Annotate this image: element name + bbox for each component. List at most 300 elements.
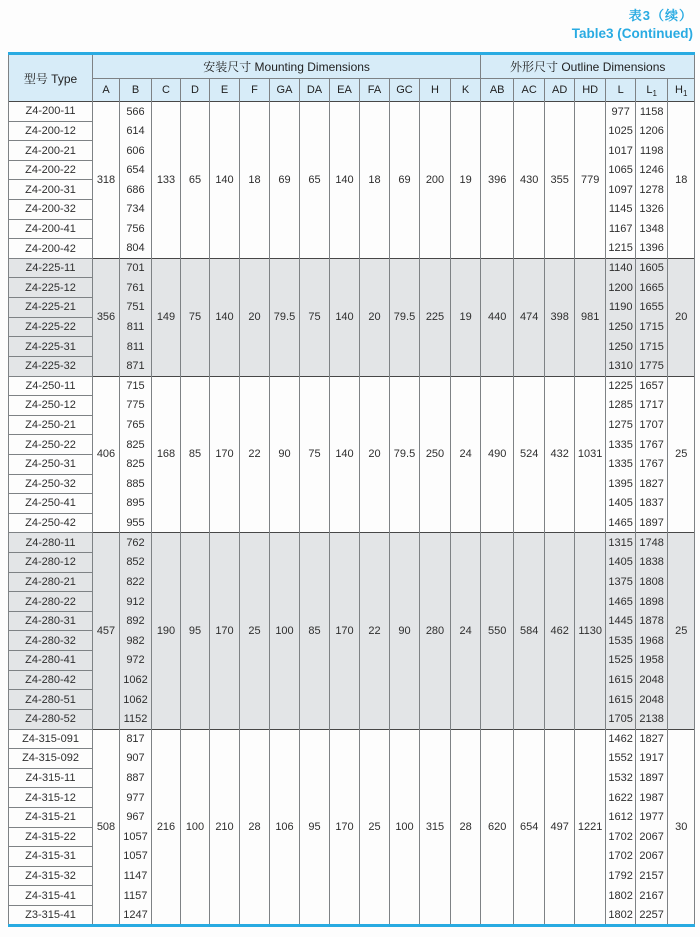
cell-L: 1535 bbox=[606, 631, 636, 651]
table-row bbox=[9, 376, 695, 396]
cell-B: 1062 bbox=[120, 670, 152, 690]
cell-H1: 25 bbox=[668, 533, 695, 729]
type-cell: Z4-315-11 bbox=[9, 768, 93, 788]
cell-DA: 85 bbox=[300, 533, 330, 729]
cell-K: 24 bbox=[451, 533, 481, 729]
type-cell: Z4-225-32 bbox=[9, 356, 93, 376]
type-cell: Z4-280-52 bbox=[9, 709, 93, 729]
cell-L: 1465 bbox=[606, 513, 636, 533]
cell-B: 852 bbox=[120, 553, 152, 573]
col-header-label: D bbox=[191, 84, 199, 96]
cell-L: 1622 bbox=[606, 788, 636, 808]
cell-AC: 430 bbox=[514, 102, 545, 259]
cell-B: 912 bbox=[120, 592, 152, 612]
cell-HD: 1130 bbox=[575, 533, 606, 729]
cell-L: 1705 bbox=[606, 709, 636, 729]
type-cell: Z4-250-31 bbox=[9, 454, 93, 474]
cell-B: 1062 bbox=[120, 690, 152, 710]
col-header-label: K bbox=[461, 84, 470, 96]
cell-L: 1525 bbox=[606, 651, 636, 671]
type-cell: Z4-200-42 bbox=[9, 239, 93, 259]
cell-L: 1335 bbox=[606, 435, 636, 455]
cell-H: 315 bbox=[420, 729, 451, 925]
cell-L1: 1396 bbox=[636, 239, 668, 259]
cell-B: 977 bbox=[120, 788, 152, 808]
dimension-table bbox=[8, 52, 695, 927]
cell-L: 1335 bbox=[606, 454, 636, 474]
cell-L1: 1158 bbox=[636, 102, 668, 122]
group-Z4-200 bbox=[9, 102, 695, 259]
cell-L: 1552 bbox=[606, 749, 636, 769]
col-header-label: L bbox=[646, 84, 653, 96]
type-cell: Z4-280-51 bbox=[9, 690, 93, 710]
type-cell: Z4-250-11 bbox=[9, 376, 93, 396]
table-row bbox=[9, 729, 695, 749]
type-cell: Z4-225-21 bbox=[9, 298, 93, 318]
cell-AC: 474 bbox=[514, 258, 545, 376]
cell-B: 1147 bbox=[120, 866, 152, 886]
cell-GC: 69 bbox=[390, 102, 420, 259]
cell-B: 751 bbox=[120, 298, 152, 318]
col-header-L bbox=[606, 79, 636, 102]
col-header-label: GC bbox=[396, 84, 413, 96]
col-header-subscript: 1 bbox=[652, 89, 657, 99]
cell-L: 1250 bbox=[606, 337, 636, 357]
cell-B: 1152 bbox=[120, 709, 152, 729]
cell-HD: 1031 bbox=[575, 376, 606, 533]
cell-AC: 654 bbox=[514, 729, 545, 925]
col-header-label: DA bbox=[306, 84, 323, 96]
cell-L: 1140 bbox=[606, 258, 636, 278]
col-header-AD bbox=[545, 79, 575, 102]
cell-B: 825 bbox=[120, 454, 152, 474]
cell-GA: 90 bbox=[270, 376, 300, 533]
cell-AC: 524 bbox=[514, 376, 545, 533]
col-header-label: EA bbox=[337, 84, 352, 96]
cell-EA: 140 bbox=[330, 102, 360, 259]
table-row bbox=[9, 533, 695, 553]
cell-B: 765 bbox=[120, 415, 152, 435]
cell-DA: 75 bbox=[300, 376, 330, 533]
cell-L: 1025 bbox=[606, 121, 636, 141]
cell-B: 811 bbox=[120, 317, 152, 337]
cell-B: 825 bbox=[120, 435, 152, 455]
cell-A: 356 bbox=[93, 258, 120, 376]
cell-DA: 65 bbox=[300, 102, 330, 259]
cell-L: 1275 bbox=[606, 415, 636, 435]
cell-DA: 75 bbox=[300, 258, 330, 376]
cell-B: 1057 bbox=[120, 827, 152, 847]
cell-L: 1612 bbox=[606, 807, 636, 827]
cell-L: 1167 bbox=[606, 219, 636, 239]
cell-H1: 18 bbox=[668, 102, 695, 259]
cell-A: 406 bbox=[93, 376, 120, 533]
group-Z4-225 bbox=[9, 258, 695, 376]
cell-L1: 1827 bbox=[636, 474, 668, 494]
cell-EA: 170 bbox=[330, 729, 360, 925]
cell-L: 1802 bbox=[606, 886, 636, 906]
col-header-D bbox=[181, 79, 210, 102]
cell-L: 1792 bbox=[606, 866, 636, 886]
cell-GC: 90 bbox=[390, 533, 420, 729]
cell-L1: 1605 bbox=[636, 258, 668, 278]
type-cell: Z4-280-42 bbox=[9, 670, 93, 690]
cell-HD: 779 bbox=[575, 102, 606, 259]
col-header-EA bbox=[330, 79, 360, 102]
cell-E: 140 bbox=[210, 102, 240, 259]
type-cell: Z4-200-31 bbox=[9, 180, 93, 200]
cell-A: 318 bbox=[93, 102, 120, 259]
cell-L1: 1878 bbox=[636, 611, 668, 631]
cell-GC: 79.5 bbox=[390, 376, 420, 533]
cell-L1: 2048 bbox=[636, 670, 668, 690]
cell-K: 19 bbox=[451, 258, 481, 376]
cell-B: 982 bbox=[120, 631, 152, 651]
type-cell: Z4-250-21 bbox=[9, 415, 93, 435]
cell-L1: 1827 bbox=[636, 729, 668, 749]
cell-H: 250 bbox=[420, 376, 451, 533]
type-cell: Z4-315-31 bbox=[9, 847, 93, 867]
cell-GC: 79.5 bbox=[390, 258, 420, 376]
col-header-label: H bbox=[431, 84, 439, 96]
cell-B: 1247 bbox=[120, 905, 152, 925]
cell-H1: 20 bbox=[668, 258, 695, 376]
cell-H: 200 bbox=[420, 102, 451, 259]
cell-B: 734 bbox=[120, 200, 152, 220]
type-cell: Z4-280-12 bbox=[9, 553, 93, 573]
col-header-label: L bbox=[617, 84, 624, 96]
cell-B: 907 bbox=[120, 749, 152, 769]
cell-L1: 2048 bbox=[636, 690, 668, 710]
cell-L: 1532 bbox=[606, 768, 636, 788]
type-cell: Z4-225-31 bbox=[9, 337, 93, 357]
type-cell: Z4-280-11 bbox=[9, 533, 93, 553]
cell-D: 75 bbox=[181, 258, 210, 376]
cell-L1: 1246 bbox=[636, 160, 668, 180]
cell-L: 1097 bbox=[606, 180, 636, 200]
cell-C: 168 bbox=[152, 376, 181, 533]
cell-AB: 550 bbox=[481, 533, 514, 729]
cell-C: 216 bbox=[152, 729, 181, 925]
type-cell: Z4-315-092 bbox=[9, 749, 93, 769]
col-header-AC bbox=[514, 79, 545, 102]
cell-L1: 1968 bbox=[636, 631, 668, 651]
cell-L1: 2167 bbox=[636, 886, 668, 906]
col-header-label: AB bbox=[489, 84, 505, 96]
table-title-en: Table3 (Continued) bbox=[571, 26, 693, 42]
cell-L1: 1748 bbox=[636, 533, 668, 553]
cell-L: 1405 bbox=[606, 553, 636, 573]
cell-B: 822 bbox=[120, 572, 152, 592]
cell-L1: 1775 bbox=[636, 356, 668, 376]
col-header-K bbox=[451, 79, 481, 102]
cell-E: 210 bbox=[210, 729, 240, 925]
cell-AC: 584 bbox=[514, 533, 545, 729]
cell-L1: 1898 bbox=[636, 592, 668, 612]
col-header-C bbox=[152, 79, 181, 102]
cell-L1: 1198 bbox=[636, 141, 668, 161]
type-cell: Z4-280-32 bbox=[9, 631, 93, 651]
cell-L1: 1657 bbox=[636, 376, 668, 396]
cell-B: 606 bbox=[120, 141, 152, 161]
cell-F: 22 bbox=[240, 376, 270, 533]
type-cell: Z3-315-41 bbox=[9, 905, 93, 925]
cell-L1: 1837 bbox=[636, 494, 668, 514]
cell-EA: 170 bbox=[330, 533, 360, 729]
cell-B: 686 bbox=[120, 180, 152, 200]
cell-GA: 106 bbox=[270, 729, 300, 925]
cell-L: 1445 bbox=[606, 611, 636, 631]
cell-B: 871 bbox=[120, 356, 152, 376]
col-header-E bbox=[210, 79, 240, 102]
cell-L: 1017 bbox=[606, 141, 636, 161]
cell-L: 1615 bbox=[606, 670, 636, 690]
col-header-label: C bbox=[162, 84, 170, 96]
cell-D: 95 bbox=[181, 533, 210, 729]
cell-AD: 497 bbox=[545, 729, 575, 925]
cell-DA: 95 bbox=[300, 729, 330, 925]
cell-L: 1615 bbox=[606, 690, 636, 710]
col-header-label: GA bbox=[276, 84, 293, 96]
type-cell: Z4-200-12 bbox=[9, 121, 93, 141]
cell-H: 225 bbox=[420, 258, 451, 376]
cell-B: 762 bbox=[120, 533, 152, 553]
cell-AD: 462 bbox=[545, 533, 575, 729]
group-Z4-280 bbox=[9, 533, 695, 729]
cell-B: 701 bbox=[120, 258, 152, 278]
cell-B: 1057 bbox=[120, 847, 152, 867]
cell-L1: 2067 bbox=[636, 847, 668, 867]
cell-L1: 2157 bbox=[636, 866, 668, 886]
cell-K: 28 bbox=[451, 729, 481, 925]
col-header-F bbox=[240, 79, 270, 102]
cell-E: 140 bbox=[210, 258, 240, 376]
type-cell: Z4-280-31 bbox=[9, 611, 93, 631]
col-header-label: FA bbox=[367, 84, 382, 96]
col-header-AB bbox=[481, 79, 514, 102]
type-cell: Z4-225-12 bbox=[9, 278, 93, 298]
col-header-FA bbox=[360, 79, 390, 102]
cell-L: 1802 bbox=[606, 905, 636, 925]
cell-B: 895 bbox=[120, 494, 152, 514]
type-cell: Z4-200-32 bbox=[9, 200, 93, 220]
type-cell: Z4-280-41 bbox=[9, 651, 93, 671]
cell-B: 972 bbox=[120, 651, 152, 671]
cell-L1: 1958 bbox=[636, 651, 668, 671]
cell-L1: 1977 bbox=[636, 807, 668, 827]
cell-AB: 396 bbox=[481, 102, 514, 259]
cell-L: 1190 bbox=[606, 298, 636, 318]
cell-F: 20 bbox=[240, 258, 270, 376]
cell-B: 775 bbox=[120, 396, 152, 416]
cell-HD: 981 bbox=[575, 258, 606, 376]
cell-L1: 1715 bbox=[636, 317, 668, 337]
cell-L: 1395 bbox=[606, 474, 636, 494]
col-header-A bbox=[93, 79, 120, 102]
cell-FA: 18 bbox=[360, 102, 390, 259]
page-title bbox=[572, 7, 693, 44]
col-header-label: E bbox=[220, 84, 229, 96]
section-header-row bbox=[9, 54, 695, 79]
cell-HD: 1221 bbox=[575, 729, 606, 925]
cell-AD: 398 bbox=[545, 258, 575, 376]
cell-B: 967 bbox=[120, 807, 152, 827]
cell-AD: 355 bbox=[545, 102, 575, 259]
table-row bbox=[9, 102, 695, 122]
col-header-label: AD bbox=[552, 84, 568, 96]
cell-D: 100 bbox=[181, 729, 210, 925]
cell-L1: 1707 bbox=[636, 415, 668, 435]
cell-K: 19 bbox=[451, 102, 481, 259]
cell-B: 566 bbox=[120, 102, 152, 122]
cell-L1: 1717 bbox=[636, 396, 668, 416]
cell-B: 804 bbox=[120, 239, 152, 259]
cell-L: 1462 bbox=[606, 729, 636, 749]
type-cell: Z4-200-21 bbox=[9, 141, 93, 161]
cell-C: 149 bbox=[152, 258, 181, 376]
col-header-HD bbox=[575, 79, 606, 102]
cell-L1: 1917 bbox=[636, 749, 668, 769]
type-column-header: 型号 Type bbox=[9, 54, 93, 102]
cell-L: 1225 bbox=[606, 376, 636, 396]
cell-L: 1145 bbox=[606, 200, 636, 220]
cell-B: 892 bbox=[120, 611, 152, 631]
col-header-DA bbox=[300, 79, 330, 102]
cell-B: 885 bbox=[120, 474, 152, 494]
col-header-label: AC bbox=[521, 84, 537, 96]
outline-dimensions-header: 外形尺寸 Outline Dimensions bbox=[481, 54, 695, 79]
type-cell: Z4-250-22 bbox=[9, 435, 93, 455]
cell-H1: 25 bbox=[668, 376, 695, 533]
cell-L: 1310 bbox=[606, 356, 636, 376]
type-cell: Z4-280-21 bbox=[9, 572, 93, 592]
cell-B: 715 bbox=[120, 376, 152, 396]
cell-L1: 1987 bbox=[636, 788, 668, 808]
type-cell: Z4-280-22 bbox=[9, 592, 93, 612]
cell-C: 190 bbox=[152, 533, 181, 729]
cell-GC: 100 bbox=[390, 729, 420, 925]
mounting-dimensions-header: 安装尺寸 Mounting Dimensions bbox=[93, 54, 481, 79]
cell-L1: 1767 bbox=[636, 454, 668, 474]
cell-B: 811 bbox=[120, 337, 152, 357]
type-cell: Z4-200-11 bbox=[9, 102, 93, 122]
cell-L: 1375 bbox=[606, 572, 636, 592]
cell-L1: 1808 bbox=[636, 572, 668, 592]
col-header-label: H bbox=[675, 84, 683, 96]
cell-B: 654 bbox=[120, 160, 152, 180]
cell-D: 85 bbox=[181, 376, 210, 533]
cell-E: 170 bbox=[210, 533, 240, 729]
type-cell: Z4-315-21 bbox=[9, 807, 93, 827]
cell-L: 1285 bbox=[606, 396, 636, 416]
column-letters-row bbox=[9, 79, 695, 102]
type-cell: Z4-200-22 bbox=[9, 160, 93, 180]
cell-L1: 1897 bbox=[636, 768, 668, 788]
cell-D: 65 bbox=[181, 102, 210, 259]
cell-FA: 20 bbox=[360, 258, 390, 376]
col-header-B bbox=[120, 79, 152, 102]
type-cell: Z4-315-091 bbox=[9, 729, 93, 749]
cell-L1: 1665 bbox=[636, 278, 668, 298]
cell-L: 1315 bbox=[606, 533, 636, 553]
cell-L: 1215 bbox=[606, 239, 636, 259]
cell-L1: 2138 bbox=[636, 709, 668, 729]
type-cell: Z4-250-12 bbox=[9, 396, 93, 416]
cell-L: 1702 bbox=[606, 847, 636, 867]
cell-AB: 440 bbox=[481, 258, 514, 376]
cell-FA: 25 bbox=[360, 729, 390, 925]
cell-AD: 432 bbox=[545, 376, 575, 533]
col-header-label: A bbox=[102, 84, 110, 96]
cell-L: 1702 bbox=[606, 827, 636, 847]
cell-L: 1465 bbox=[606, 592, 636, 612]
cell-B: 761 bbox=[120, 278, 152, 298]
table-row bbox=[9, 258, 695, 278]
col-header-label: F bbox=[251, 84, 258, 96]
cell-H: 280 bbox=[420, 533, 451, 729]
cell-A: 457 bbox=[93, 533, 120, 729]
group-Z4-315 bbox=[9, 729, 695, 925]
cell-L: 1065 bbox=[606, 160, 636, 180]
cell-L: 1405 bbox=[606, 494, 636, 514]
cell-L1: 1767 bbox=[636, 435, 668, 455]
cell-B: 955 bbox=[120, 513, 152, 533]
cell-C: 133 bbox=[152, 102, 181, 259]
type-cell: Z4-315-41 bbox=[9, 886, 93, 906]
cell-B: 614 bbox=[120, 121, 152, 141]
cell-L1: 1206 bbox=[636, 121, 668, 141]
cell-AB: 620 bbox=[481, 729, 514, 925]
cell-FA: 22 bbox=[360, 533, 390, 729]
cell-L1: 1348 bbox=[636, 219, 668, 239]
cell-EA: 140 bbox=[330, 258, 360, 376]
cell-L: 977 bbox=[606, 102, 636, 122]
cell-GA: 100 bbox=[270, 533, 300, 729]
type-cell: Z4-315-32 bbox=[9, 866, 93, 886]
cell-GA: 79.5 bbox=[270, 258, 300, 376]
cell-L: 1200 bbox=[606, 278, 636, 298]
col-header-label: B bbox=[131, 84, 140, 96]
cell-B: 817 bbox=[120, 729, 152, 749]
type-cell: Z4-315-12 bbox=[9, 788, 93, 808]
cell-L: 1250 bbox=[606, 317, 636, 337]
col-header-GA bbox=[270, 79, 300, 102]
cell-L1: 1715 bbox=[636, 337, 668, 357]
cell-H1: 30 bbox=[668, 729, 695, 925]
col-header-GC bbox=[390, 79, 420, 102]
cell-F: 18 bbox=[240, 102, 270, 259]
cell-F: 25 bbox=[240, 533, 270, 729]
cell-E: 170 bbox=[210, 376, 240, 533]
cell-GA: 69 bbox=[270, 102, 300, 259]
group-Z4-250 bbox=[9, 376, 695, 533]
cell-B: 756 bbox=[120, 219, 152, 239]
type-cell: Z4-225-11 bbox=[9, 258, 93, 278]
cell-EA: 140 bbox=[330, 376, 360, 533]
cell-FA: 20 bbox=[360, 376, 390, 533]
table-header bbox=[9, 54, 695, 102]
cell-L1: 2067 bbox=[636, 827, 668, 847]
cell-F: 28 bbox=[240, 729, 270, 925]
cell-L1: 1897 bbox=[636, 513, 668, 533]
cell-B: 1157 bbox=[120, 886, 152, 906]
cell-L1: 1655 bbox=[636, 298, 668, 318]
col-header-label: HD bbox=[582, 84, 599, 96]
cell-L1: 1838 bbox=[636, 553, 668, 573]
cell-A: 508 bbox=[93, 729, 120, 925]
type-cell: Z4-250-41 bbox=[9, 494, 93, 514]
cell-L1: 1326 bbox=[636, 200, 668, 220]
